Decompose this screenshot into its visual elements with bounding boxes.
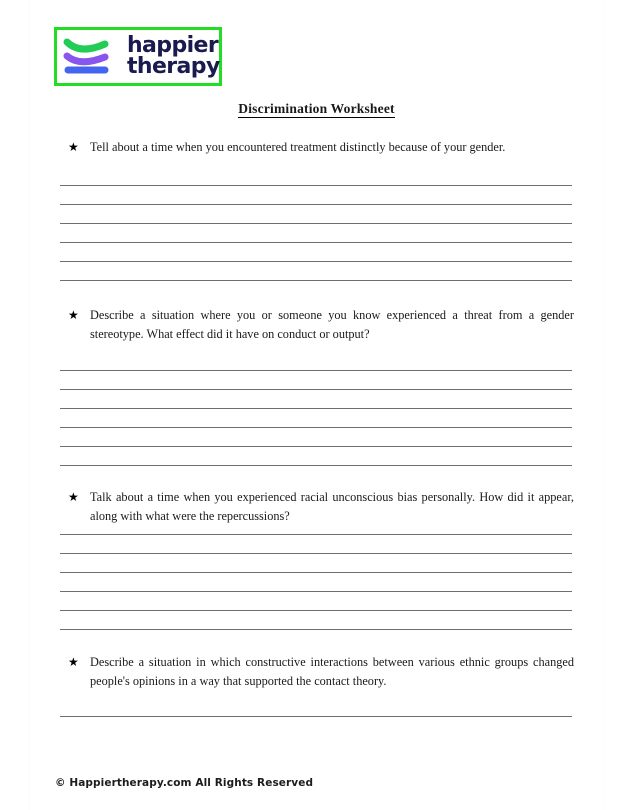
answer-line[interactable] [60,370,572,371]
answer-line[interactable] [60,572,572,573]
answer-line[interactable] [60,553,572,554]
answer-lines-3[interactable] [60,534,572,630]
answer-lines-2[interactable] [60,370,572,466]
answer-line[interactable] [60,242,572,243]
answer-line[interactable] [60,427,572,428]
page-title-text: Discrimination Worksheet [238,101,395,116]
star-bullet-icon: ★ [68,140,79,154]
answer-line[interactable] [60,610,572,611]
question-2-text: Describe a situation where you or someone you know experienced a threat from a gender stereotype. What effect did it have on conduct or output? [90,308,574,341]
question-3-text: Talk about a time when you experienced racial unconscious bias personally. How did it appear, along with what were the repercussions? [90,490,574,523]
happier-therapy-logo-icon [63,33,121,81]
answer-line[interactable] [60,223,572,224]
answer-lines-1[interactable] [60,185,572,281]
star-bullet-icon: ★ [68,655,79,669]
answer-line[interactable] [60,408,572,409]
page-title [0,101,633,117]
question-4 [68,653,574,691]
answer-line[interactable] [60,465,572,466]
question-3 [68,488,574,526]
answer-lines-4[interactable] [60,716,572,717]
question-2 [68,306,574,344]
brand-logo [54,27,222,86]
answer-line[interactable] [60,591,572,592]
answer-line[interactable] [60,629,572,630]
question-1 [68,138,574,157]
answer-line[interactable] [60,716,572,717]
brand-wordmark [127,33,220,79]
answer-line[interactable] [60,534,572,535]
star-bullet-icon: ★ [68,308,79,322]
question-1-text: Tell about a time when you encountered treatment distinctly because of your gender. [90,140,506,154]
answer-line[interactable] [60,185,572,186]
answer-line[interactable] [60,261,572,262]
answer-line[interactable] [60,389,572,390]
answer-line[interactable] [60,446,572,447]
answer-line[interactable] [60,204,572,205]
answer-line[interactable] [60,280,572,281]
copyright-footer: © Happiertherapy.com All Rights Reserved [55,777,314,789]
question-4-text: Describe a situation in which constructive interactions between various ethnic groups changed people's opinions in a way that supported the contact theory. [90,655,574,688]
brand-name-line1: happier [127,33,219,59]
brand-name-line2: therapy [127,53,220,79]
star-bullet-icon: ★ [68,490,79,504]
